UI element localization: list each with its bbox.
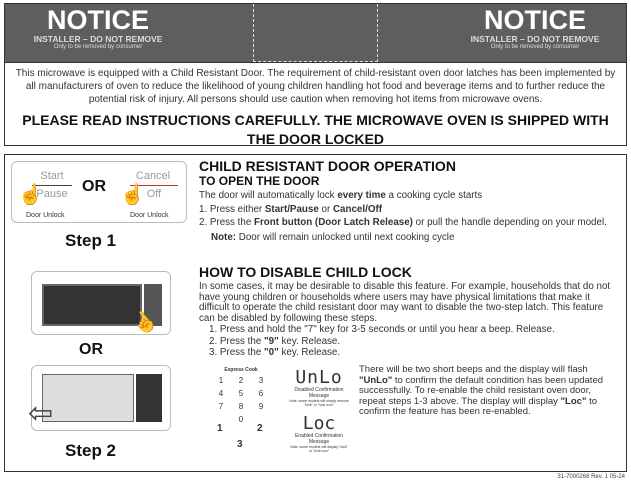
pointing-hand-icon: ☝ (18, 184, 43, 206)
start-key-label: Start (40, 170, 64, 182)
key-1: 1 (218, 376, 224, 385)
key-0: 0 (238, 415, 244, 424)
loc-note: Note: some models will display "lock" or "lock icon" (290, 445, 348, 453)
notice-right (450, 6, 620, 50)
step-1-text: 1. Press either Start/Pause or Cancel/Off (199, 203, 382, 215)
pointing-hand-icon: ☝ (120, 184, 145, 206)
door-unlock-label: Door Unlock (26, 212, 65, 219)
step-2-text: 2. Press the Front button (Door Latch Release) or pull the handle depending on your model. (199, 217, 607, 228)
hand-step-2-icon: 2 (257, 423, 263, 434)
loc-display-text: Loc (302, 413, 336, 434)
key-6: 6 (258, 389, 264, 398)
step1-label: Step 1 (65, 231, 117, 250)
open-door-subtitle: TO OPEN THE DOOR (199, 174, 320, 188)
cut-line-box (253, 4, 378, 62)
disable-paragraph: In some cases, it may be desirable to disable this feature. For example, households that do not have young children or households where users may have physical limitations that make it difficult to operate the child resistant door may want to disable the two-step latch. This feature can be disabled by following these steps. (199, 281, 611, 324)
step2-label: Step 2 (65, 441, 117, 460)
loc-caption: Enabled Confirmation Message (294, 433, 344, 445)
consumer-text: Only to be removed by consumer (490, 44, 580, 50)
document-number: 31-7000268 Rev. 1 05-24 (557, 474, 625, 480)
notice-left (13, 6, 183, 50)
instructions-box (4, 154, 627, 472)
key-5: 5 (238, 389, 244, 398)
notice-title: NOTICE (46, 5, 149, 35)
step1-panel (11, 161, 187, 223)
key-3: 3 (258, 376, 264, 385)
hand-step-1-icon: 1 (217, 423, 223, 434)
keypad-title: Express Cook (224, 367, 258, 373)
note-text: Note: Door will remain unlocked until next cooking cycle (211, 231, 455, 243)
off-key-label: Off (146, 188, 162, 200)
disable-step-3: 3. Press the "0" key. Release. (209, 347, 341, 358)
consumer-text: Only to be removed by consumer (53, 44, 143, 50)
unlo-display-text: UnLo (295, 367, 343, 388)
auto-lock-text: The door will automatically lock every time a cooking cycle starts (199, 190, 483, 201)
arrow-left-icon: ⇦ (28, 397, 54, 430)
instructions-text (199, 159, 619, 359)
unlo-note: Note: some models will simply remove "lock" or "lock icon" (289, 399, 349, 407)
key-2: 2 (238, 376, 244, 385)
hand-step-3-icon: 3 (237, 439, 243, 450)
key-9: 9 (258, 402, 264, 411)
door-unlock-label: Door Unlock (130, 212, 169, 219)
cancel-key-label: Cancel (135, 170, 171, 182)
keypad-diagram (211, 367, 271, 467)
key-8: 8 (238, 402, 244, 411)
intro-paragraph: This microwave is equipped with a Child Resistant Door. The requirement of child-resistant oven door latches has been implemented by all manufacturers of oven to reduce the likelihood of young children handling hot food and beverage items and to further reduce the potential risk of injury. All persons should use caution when removing hot items from microwave ovens. (15, 68, 616, 105)
microwave-handle-image (28, 365, 171, 431)
disable-steps (209, 324, 619, 359)
key-7: 7 (218, 402, 224, 411)
unlo-display (289, 369, 349, 453)
microwave-front-image (31, 271, 171, 340)
intro-box (4, 62, 627, 146)
notice-title: NOTICE (483, 5, 586, 35)
result-text: There will be two short beeps and the display will flash "UnLo" to confirm the default condition has been updated successfully. To re-enable the child resistant oven door, repeat steps 1-3 above. The display will display "Loc" to confirm the feature has been re-enabled. (359, 364, 604, 417)
or-label: OR (79, 341, 103, 358)
or-label: OR (82, 178, 106, 195)
warning-heading: PLEASE READ INSTRUCTIONS CAREFULLY. THE MICROWAVE OVEN IS SHIPPED WITH THE DOOR LOCKED (22, 112, 609, 147)
installer-text: INSTALLER – DO NOT REMOVE (33, 34, 163, 44)
key-4: 4 (218, 389, 224, 398)
pause-key-label: Pause (36, 188, 68, 200)
door-operation-title: CHILD RESISTANT DOOR OPERATION (199, 158, 456, 174)
installer-text: INSTALLER – DO NOT REMOVE (470, 34, 600, 44)
disable-step-1: 1. Press and hold the "7" key for 3-5 seconds or until you hear a beep. Release. (209, 324, 555, 335)
notice-banner (4, 3, 627, 63)
unlo-caption: Disabled Confirmation Message (294, 387, 344, 399)
disable-lock-title: HOW TO DISABLE CHILD LOCK (199, 264, 412, 280)
pointing-hand-icon: ☝ (128, 306, 162, 340)
disable-step-2: 2. Press the "9" key. Release. (209, 335, 341, 347)
